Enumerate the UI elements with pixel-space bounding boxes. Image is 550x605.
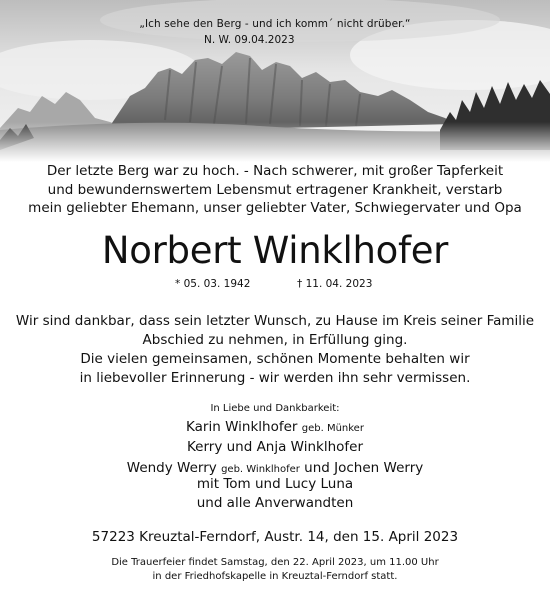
mourner-kerry: Kerry und Anja Winklhofer xyxy=(186,439,364,455)
quote-author: N. W. 09.04.2023 xyxy=(204,34,295,46)
mourner-name: Wendy Werry xyxy=(126,460,217,476)
mourner-birthname: geb. Münker xyxy=(301,423,364,434)
mourners-lead: In Liebe und Dankbarkeit: xyxy=(210,403,340,414)
paragraph-line: Wir sind dankbar, dass sein letzter Wunsch, zu Hause im Kreis seiner Familie xyxy=(15,313,535,329)
gratitude-paragraph xyxy=(0,312,550,349)
mourner-grandchildren: mit Tom und Lucy Luna xyxy=(196,476,354,492)
intro-text xyxy=(0,162,550,218)
intro-line: und bewundernswertem Lebensmut ertragener Krankheit, verstarb xyxy=(47,181,503,198)
paragraph-line: in liebevoller Erinnerung - wir werden ihn sehr vermissen. xyxy=(79,369,471,386)
mourner-partner: und Jochen Werry xyxy=(304,460,424,476)
paragraph-line: Abschied zu nehmen, in Erfüllung ging. xyxy=(142,331,408,348)
mourner-karin xyxy=(0,418,550,438)
deceased-name: Norbert Winklhofer xyxy=(101,229,449,272)
intro-line: mein geliebter Ehemann, unser geliebter Vater, Schwiegervater und Opa xyxy=(28,200,522,216)
funeral-service-info xyxy=(0,556,550,583)
mourner-birthname: geb. Winklhofer xyxy=(221,464,300,475)
intro-line: Der letzte Berg war zu hoch. - Nach schwerer, mit großer Tapferkeit xyxy=(46,163,504,179)
mountain-photo xyxy=(0,0,550,162)
place-and-date: 57223 Kreuztal-Ferndorf, Austr. 14, den 15. April 2023 xyxy=(91,529,459,545)
service-line: in der Friedhofskapelle in Kreuztal-Ferndorf statt. xyxy=(152,570,398,582)
paragraph-line: Die vielen gemeinsamen, schönen Momente behalten wir xyxy=(80,351,470,367)
quote: „Ich sehe den Berg - und ich komm´ nicht drüber.“ xyxy=(139,18,411,30)
service-line: Die Trauerfeier findet Samstag, den 22. April 2023, um 11.00 Uhr xyxy=(111,557,439,568)
death-date: † 11. 04. 2023 xyxy=(297,278,373,290)
birth-date: * 05. 03. 1942 xyxy=(175,278,251,290)
memories-paragraph xyxy=(0,350,550,387)
mourner-relatives: und alle Anverwandten xyxy=(196,495,354,511)
mourner-name: Karin Winklhofer xyxy=(186,419,298,435)
